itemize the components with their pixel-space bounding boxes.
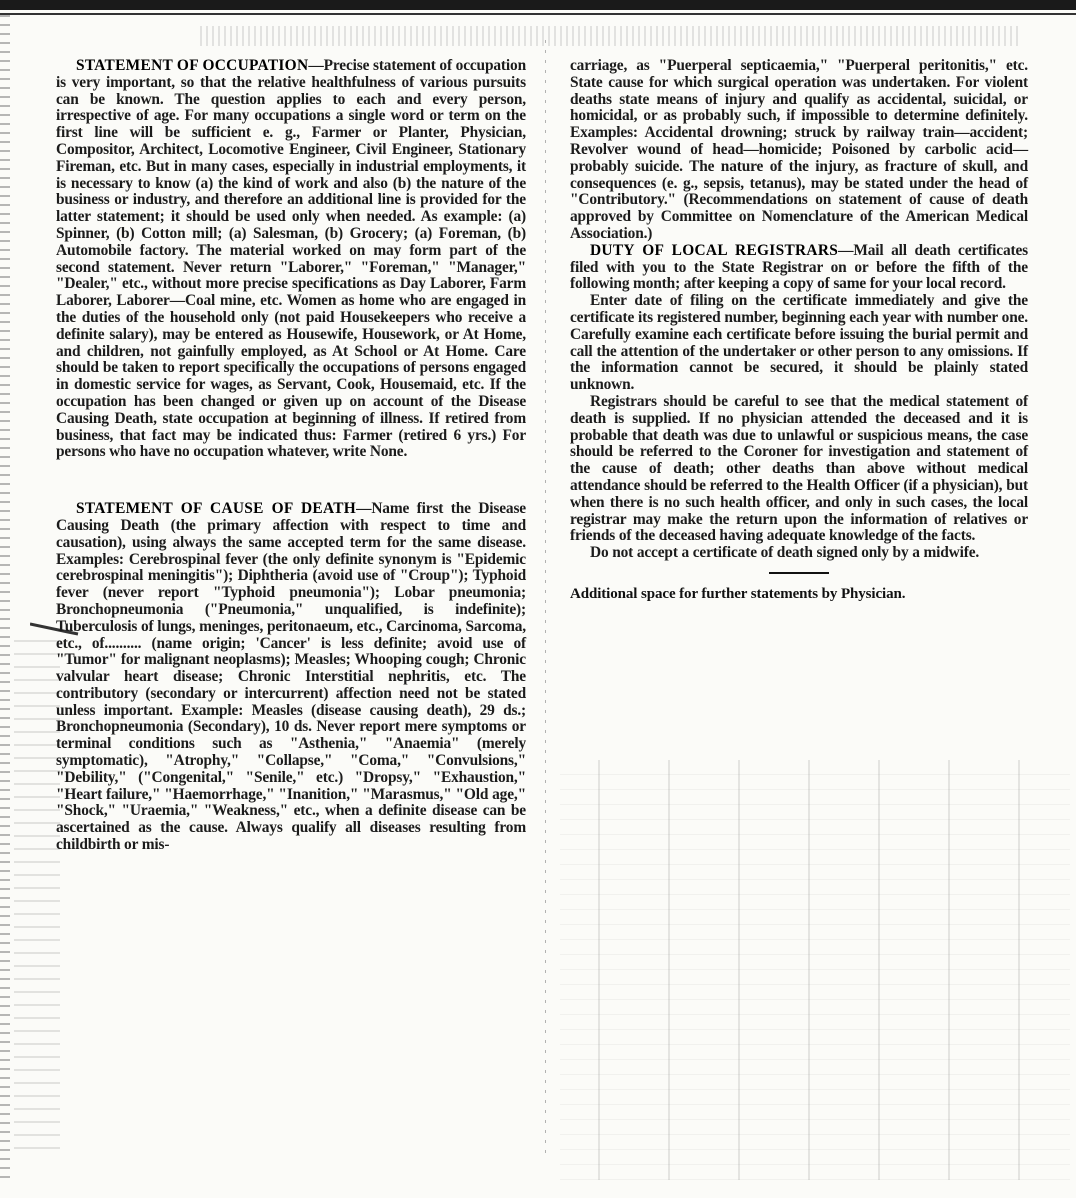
scan-noise-left bbox=[14, 640, 60, 1160]
top-border-line bbox=[0, 13, 1076, 15]
registrars-paragraph-3: Registrars should be careful to see that the medical statement of death is supplied. If no physician attended the deceased and it is probable that death was due to unlawful or suspicious means, the case should be referred to the Coroner for investigation and statement of the cause of death; other deaths than above without medical attendance should be referred to the Health Officer (if a physician), but when there is no such health officer, and only in such cases, the local registrar may make the return upon the information of relatives or friends of the deceased having adequate knowledge of the facts. bbox=[570, 392, 1028, 545]
right-column bbox=[570, 58, 1028, 603]
cause-of-death-continued: carriage, as "Puerperal septicaemia," "Puerperal peritonitis," etc. State cause for which surgical operation was undertaken. For violent deaths state means of injury and qualify as accidental, suicidal, or homicidal, or as probably such, if impossible to determine definitely. Examples: Accidental drowning; struck by railway train—accident; Revolver wound of head—homicide; Poisoned by carbolic acid—probably suicide. The nature of the injury, as fracture of skull, and consequences (e. g., sepsis, tetanus), may be stated under the head of "Contributory." (Recommendations on statement of cause of death approved by Committee on Nomenclature of the American Medical Association.) bbox=[570, 57, 1028, 242]
registrars-text: —Mail all death certificates filed with you to the State Registrar on or before the fifth of the following month; after keeping a copy of same for your local record. bbox=[570, 241, 1028, 293]
cause-of-death-paragraph bbox=[56, 501, 526, 854]
registrars-paragraph-4: Do not accept a certificate of death signed only by a midwife. bbox=[590, 544, 980, 562]
left-edge-noise bbox=[0, 15, 10, 1185]
occupation-paragraph bbox=[56, 58, 526, 461]
cause-of-death-text: —Name first the Disease Causing Death (the primary affection with respect to time and causation), using always the same accepted term for the same disease. Examples: Cerebrospinal fever (the only definite synonym is "Epidemic cerebrospinal meningitis"); Diphtheria (avoid use of "Croup"); Typhoid fever (never report "Typhoid pneumonia"); Lobar pneumonia; Bronchopneumonia ("Pneumonia," unqualified, is indefinite); Tuberculosis of lungs, meninges, peritonaeum, etc., Carcinoma, Sarcoma, etc., of.......... (name origin; 'Cancer' is less definite; avoid use of "Tumor" for malignant neoplasms); Measles; Whooping cough; Chronic valvular heart disease; Chronic Interstitial nephritis, etc. The contributory (secondary or intercurrent) affection need not be stated unless important. Example: Measles (disease causing death), 29 ds.; Bronchopneumonia (Secondary), 10 ds. Never report mere symptoms or terminal conditions such as "Asthenia," "Anaemia" (merely symptomatic), "Atrophy," "Collapse," "Coma," "Convulsions," "Debility," ("Congenital," "Senile," etc.) "Dropsy," "Exhaustion," "Heart failure," "Haemorrhage," "Inanition," "Marasmus," "Old age," "Shock," "Uraemia," "Weakness," etc., when a definite disease can be ascertained as the cause. Always qualify all diseases resulting from childbirth or mis- bbox=[56, 500, 526, 854]
occupation-heading: STATEMENT OF OCCUPATION bbox=[76, 57, 309, 74]
separator-rule bbox=[769, 572, 829, 574]
section-gap bbox=[56, 461, 526, 501]
cause-of-death-heading: STATEMENT OF CAUSE OF DEATH bbox=[76, 500, 357, 518]
additional-space-label: Additional space for further statements by Physician. bbox=[570, 585, 906, 602]
registrars-paragraph-2: Enter date of filing on the certificate immediately and give the certificate its registered number, beginning each year with number one. Carefully examine each certificate before issuing the burial permit and call the attention of the undertaker or other person to any omissions. If the information cannot be secured, it should be plainly stated unknown. bbox=[570, 292, 1028, 394]
top-border bbox=[0, 0, 1076, 10]
registrars-paragraph-1 bbox=[570, 243, 1028, 293]
scan-noise-right bbox=[560, 760, 1070, 1180]
registrars-heading: DUTY OF LOCAL REGISTRARS bbox=[590, 241, 839, 259]
left-column bbox=[56, 58, 526, 854]
column-divider bbox=[545, 40, 546, 1160]
faint-header-bleed bbox=[200, 26, 1020, 46]
occupation-text: —Precise statement of occupation is very important, so that the relative healthfulness of various pursuits can be known. The question applies to each and every person, irrespective of age. For many occupations a single word or term on the first line will be sufficient e. g., Farmer or Planter, Physician, Compositor, Architect, Locomotive Engineer, Civil Engineer, Stationary Fireman, etc. But in many cases, especially in industrial employments, it is necessary to know (a) the kind of work and also (b) the nature of the business or industry, and therefore an additional line is provided for the latter statement; it should be used only when needed. As example: (a) Spinner, (b) Cotton mill; (a) Salesman, (b) Grocery; (a) Foreman, (b) Automobile factory. The material worked on may form part of the second statement. Never return "Laborer," "Foreman," "Manager," "Dealer," etc., without more precise specifications as Day Laborer, Farm Laborer, Laborer—Coal mine, etc. Women as home who are engaged in the duties of the household only (not paid Housekeepers who receive a definite salary), may be entered as Housewife, Housework, or At Home, and children, not gainfully employed, as At School or At Home. Care should be taken to report specifically the occupations of persons engaged in domestic service for wages, as Servant, Cook, Housemaid, etc. If the occupation has been changed or given up on account of the Disease Causing Death, state occupation at beginning of illness. If retired from business, that fact may be indicated thus: Farmer (retired 6 yrs.) For persons who have no occupation whatever, write None. bbox=[56, 57, 526, 461]
